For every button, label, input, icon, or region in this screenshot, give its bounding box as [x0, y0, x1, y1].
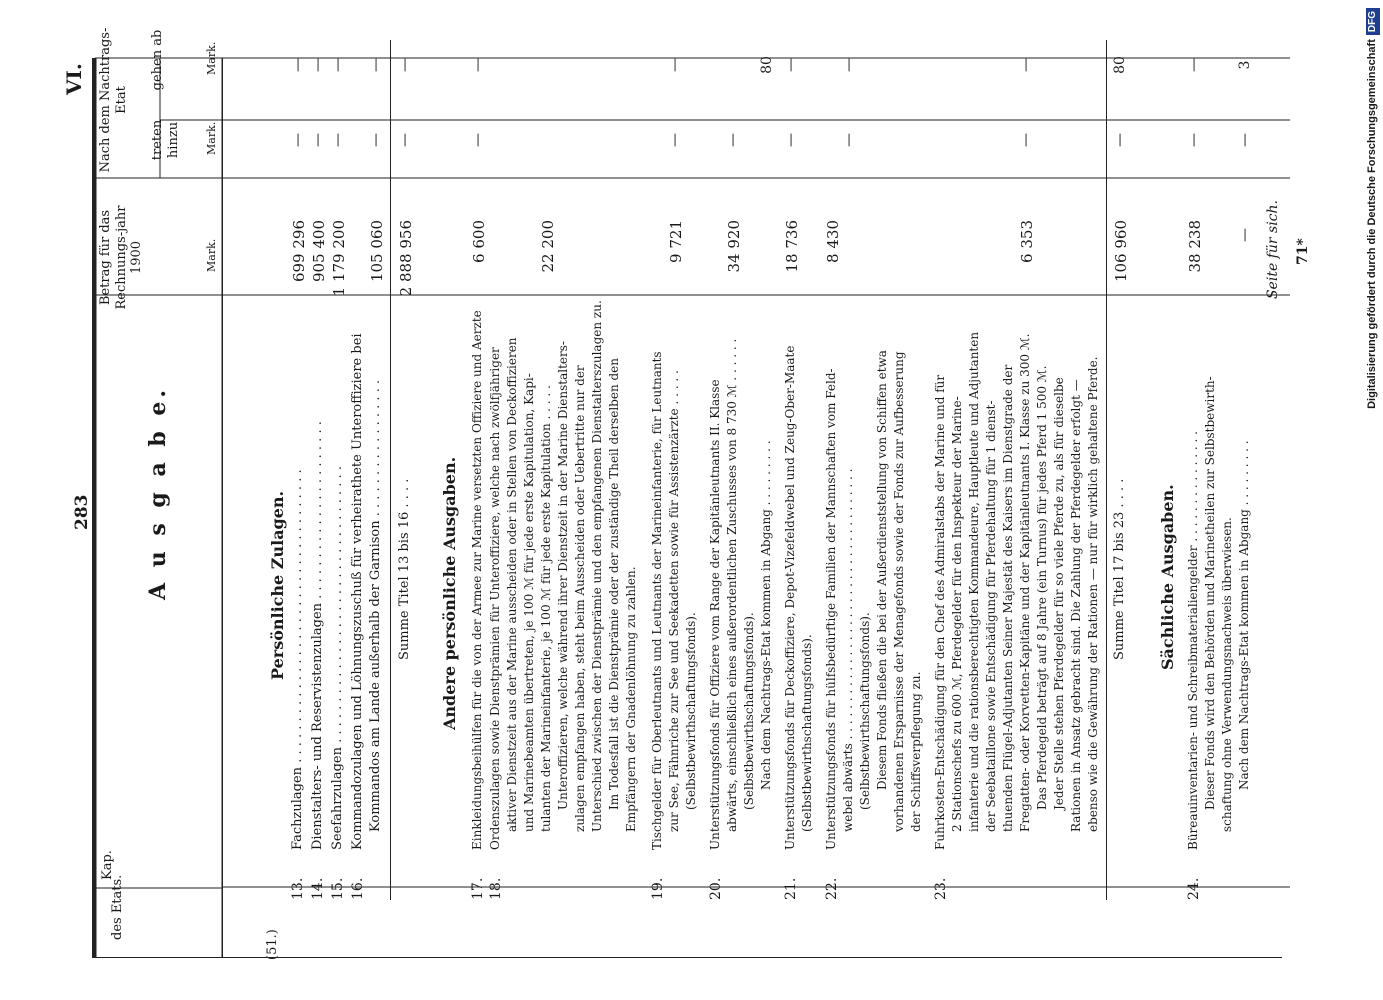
- item-19-line-1: Tischgelder für Oberleutnants und Leutnants der Marineinfanterie, für Leutnants: [650, 351, 664, 850]
- item-22-line-3: (Selbstbewirthschaftungsfonds).: [858, 612, 872, 810]
- footer-seite-fuer-sich: Seite für sich.: [1265, 200, 1281, 300]
- item-20-line-3: (Selbstbewirthschaftungsfonds).: [742, 612, 756, 810]
- item-14-add: —: [310, 133, 326, 147]
- item-18-line-3: und Marinebeamten übertreten, je 100 ℳ für jede erste Kapitulation, Kapi-: [522, 373, 536, 832]
- item-14-sub: —: [310, 58, 326, 72]
- item-22-line-1: Unterstützungsfonds für hülfsbedürftige Familien der Mannschaften vom Feld-: [824, 368, 838, 850]
- section-saechliche-ausgaben: Sächliche Ausgaben.: [1158, 484, 1177, 670]
- item-23-line-4: der Seebataillone sowie Entschädigung für Pferdehaltung für 1 dienst-: [984, 400, 998, 832]
- tit-14: 14.: [310, 877, 326, 900]
- item-18-line-8: Im Todesfall ist die Dienstprämie oder der zuständige Theil derselben den: [607, 357, 621, 810]
- section-number: VI.: [62, 63, 86, 95]
- item-20-line-1: Unterstützungsfonds für Offiziere vom Range der Kapitänleutnants II. Klasse: [708, 379, 722, 850]
- item-23-line-2: 2 Stationschefs zu 600 ℳ, Pferdegelder für den Inspekteur der Marine-: [950, 396, 964, 832]
- item-21-sub: —: [783, 58, 799, 72]
- item-18-line-4: tulanten der Marineinfanterie, je 100 ℳ für jede erste Kapitulation . . . . .: [539, 385, 553, 832]
- summe-17-23-amount: 106 960: [1112, 220, 1130, 283]
- top-border-rule: [92, 58, 95, 958]
- item-23-line-8: Jeder Stelle stehen Pferdegelder für so viele Pferde zu, als für dieselbe: [1052, 377, 1066, 810]
- summe-13-16-amount: 2 888 956: [397, 220, 415, 297]
- summe-17-23-add: —: [1112, 133, 1128, 147]
- tit-23: 23.: [933, 877, 949, 900]
- item-16-sub: —: [368, 58, 384, 72]
- item-21-amount: 18 736: [783, 220, 801, 273]
- tit-16: 16.: [350, 877, 366, 900]
- item-23-line-1: Fuhrkosten-Entschädigung für den Chef des Admiralstabs der Marine und für: [933, 374, 947, 850]
- tit-13: 13.: [290, 877, 306, 900]
- tit-20: 20.: [708, 877, 724, 900]
- item-24-amount: 38 238: [1186, 220, 1204, 273]
- summe-13-16-label: Summe Titel 13 bis 16 . . . .: [397, 478, 412, 660]
- item-23-line-7: Das Pferdegeld beträgt auf 8 Jahre (ein Turnus) für jedes Pferd 1 500 ℳ.: [1035, 365, 1049, 810]
- section-persoenliche-zulagen: Persönliche Zulagen.: [268, 490, 287, 680]
- header-treten: treten hinzu: [150, 119, 181, 161]
- item-20-line-2: abwärts, einschließlich eines außerordentlichen Zuschusses von 8 730 ℳ . . . . . .: [725, 338, 739, 832]
- tit-21: 21.: [783, 877, 799, 900]
- item-19-sub: —: [667, 58, 683, 72]
- item-22-line-5: vorhandenen Ersparnisse der Menagefonds sowie der Fonds zur Aufbesserung: [892, 351, 906, 832]
- item-23-add: —: [1018, 133, 1034, 147]
- item-18-line-5: Unteroffizieren, welche während ihrer Dienstzeit in der Marine Dienstalters-: [556, 341, 570, 810]
- header-treten-mark: Mark.: [205, 121, 218, 155]
- item-24-line-3: schaftung ohne Verwendungsnachweis überwiesen.: [1220, 517, 1234, 832]
- item-14-text: Dienstalters- und Reservistenzulagen . . . . . . . . . . . . . . . . . . . . . .: [310, 421, 325, 850]
- summe-17-23-sub: 80: [1112, 56, 1128, 74]
- item-15-text: Seefahrzulagen . . . . . . . . . . . . . . . . . . . . . . . . . . . . . . . . . .: [330, 466, 345, 850]
- item-13-amount: 699 296: [290, 220, 308, 283]
- item-20-sub: 80: [759, 56, 775, 74]
- item-13-add: —: [290, 133, 306, 147]
- item-22-sub: —: [841, 58, 857, 72]
- dfg-side-note: [1362, 8, 1382, 993]
- item-23-line-5: thuenden Flügel-Adjutanten Seiner Majestät des Kaisers im Dienstgrade der: [1001, 364, 1015, 832]
- item-22-line-4: Diesem Fonds fließen die bei der Außerdienststellung von Schiffen etwa: [875, 350, 889, 790]
- item-21-line-2: (Selbstbewirthschaftungsfonds).: [800, 634, 814, 832]
- item-20-amount: 34 920: [725, 220, 743, 273]
- item-24-sub: —: [1186, 58, 1202, 72]
- item-17-add: —: [470, 133, 486, 147]
- bottom-mark: 71*: [1295, 238, 1311, 265]
- item-24-amount-2: —: [1237, 228, 1253, 242]
- item-23-amount: 6 353: [1018, 220, 1036, 263]
- item-15-add: —: [330, 133, 346, 147]
- header-betrag-mark: Mark.: [205, 238, 218, 272]
- item-24-sub-2: 3: [1237, 60, 1253, 70]
- item-18-line-7: Unterschied zwischen der Dienstprämie und den empfangenen Dienstalterszulagen zu.: [590, 300, 604, 832]
- item-13-sub: —: [290, 58, 306, 72]
- item-18-line-1: Ordenszulagen sowie Dienstprämien für Unteroffiziere, welche nach zwölfjähriger: [488, 347, 502, 850]
- item-18-amount: 22 200: [539, 220, 557, 273]
- item-21-line-1: Unterstützungsfonds für Deckoffiziere, Depot-Vizefeldwebel und Zeug-Ober-Maate: [783, 345, 797, 850]
- item-21-add: —: [783, 133, 799, 147]
- item-20-add: —: [725, 133, 741, 147]
- item-23-line-10: ebenso wie die Gewährung der Rationen — nur für wirklich gehaltene Pferde.: [1086, 356, 1100, 832]
- item-24-line-2: Dieser Fonds wird den Behörden und Marinetheilen zur Selbstbewirth-: [1203, 376, 1217, 810]
- item-24-line-4: Nach dem Nachtrags-Etat kommen in Abgang . . . . . . . . .: [1237, 440, 1251, 790]
- item-23-sub: —: [1018, 58, 1034, 72]
- header-gehen-mark: Mark.: [205, 41, 218, 75]
- item-14-amount: 905 400: [310, 220, 328, 283]
- item-24-add: —: [1186, 133, 1202, 147]
- summe-17-23-label: Summe Titel 17 bis 23 . . . .: [1112, 478, 1127, 660]
- item-24-add-2: —: [1237, 133, 1253, 147]
- item-17-line: Einkleidungsbeihülfen für die von der Armee zur Marine versetzten Offiziere und Aerzte: [470, 310, 484, 850]
- item-16-add: —: [368, 133, 384, 147]
- dfg-logo: DFG: [1366, 8, 1380, 35]
- item-23-line-6: Fregatten- oder Korvetten-Kapitäne und der Kapitänleutnants I. Klasse zu 300 ℳ.: [1018, 333, 1032, 832]
- item-19-add: —: [667, 133, 683, 147]
- page-number: 283: [72, 494, 92, 530]
- header-betrag: Betrag für das Rechnungs-jahr 1900: [98, 205, 145, 310]
- item-22-add: —: [841, 133, 857, 147]
- tit-22: 22.: [824, 877, 840, 900]
- item-24-line-1: Büreauinventarien- und Schreibmaterialiengelder . . . . . . . . . . . . . . .: [1186, 431, 1200, 850]
- item-15-sub: —: [330, 58, 346, 72]
- tit-19: 19.: [650, 877, 666, 900]
- item-16-amount: 105 060: [368, 220, 386, 283]
- header-nach: Nach dem Nachtrags-Etat: [98, 27, 129, 173]
- item-23-line-3: infanterie und die rationsberechtigten Kommandeure, Hauptleute und Adjutanten: [967, 331, 981, 832]
- header-gehen: gehen ab: [150, 29, 165, 91]
- summe2-rule: [1106, 40, 1107, 900]
- item-22-line-6: der Schiffsverpflegung zu.: [909, 671, 923, 832]
- summe1-rule: [390, 40, 391, 900]
- kap-value: (51.): [265, 929, 280, 960]
- tit-18: 18.: [488, 877, 504, 900]
- section-andere-persoenliche-ausgaben: Andere persönliche Ausgaben.: [440, 456, 459, 730]
- dfg-note-text: Digitalisierung gefördert durch die Deutsche Forschungsgemeinschaft: [1366, 39, 1378, 409]
- tit-15: 15.: [330, 877, 346, 900]
- header-bottom-rule: [222, 58, 223, 958]
- item-16-text: Kommandozulagen und Löhnungszuschuß für verheirathete Unteroffiziere bei: [350, 333, 365, 850]
- item-17-sub: —: [470, 58, 486, 72]
- item-20-line-4: Nach dem Nachtrags-Etat kommen in Abgang . . . . . . . . .: [759, 440, 773, 790]
- item-13-text: Fachzulagen . . . . . . . . . . . . . . . . . . . . . . . . . . . . . . . . . . . .: [290, 469, 305, 850]
- item-18-line-9: Empfängern der Gnadenlöhnung zu zahlen.: [624, 566, 638, 832]
- item-18-line-2: aktiver Dienstzeit aus der Marine ausscheiden oder in Stellen von Deckoffizieren: [505, 337, 519, 832]
- tit-17: 17.: [470, 877, 486, 900]
- item-16-text-2: Kommandos am Lande außerhalb der Garnison . . . . . . . . . . . . . . . . .: [368, 379, 383, 832]
- item-18-line-6: zulagen empfangen haben, steht beim Ausscheiden oder Uebertritte nur der: [573, 365, 587, 832]
- summe-13-16-sub: —: [397, 58, 413, 72]
- item-19-amount: 9 721: [667, 220, 685, 263]
- item-15-amount: 1 179 200: [330, 220, 348, 297]
- summe-13-16-add: —: [397, 133, 413, 147]
- item-22-amount: 8 430: [824, 220, 842, 263]
- item-17-amount: 6 600: [470, 220, 488, 263]
- item-19-line-3: (Selbstbewirthschaftungsfonds).: [684, 612, 698, 810]
- item-23-line-9: Rationen in Ansatz gebracht sind. Die Zahlung der Pferdegelder erfolgt —: [1069, 379, 1083, 832]
- header-des-etats: des Etats.: [110, 874, 125, 940]
- item-19-line-2: zur See, Fähnriche zur See und Seekadetten sowie für Assistenzärzte . . . . .: [667, 370, 681, 832]
- tit-24: 24.: [1186, 877, 1202, 900]
- header-kap: Kap.: [100, 850, 115, 880]
- item-22-line-2: webel abwärts . . . . . . . . . . . . . . . . . . . . . . . . . . . . . . . . . . . .: [841, 468, 855, 832]
- header-main-title: A u s g a b e.: [145, 385, 171, 600]
